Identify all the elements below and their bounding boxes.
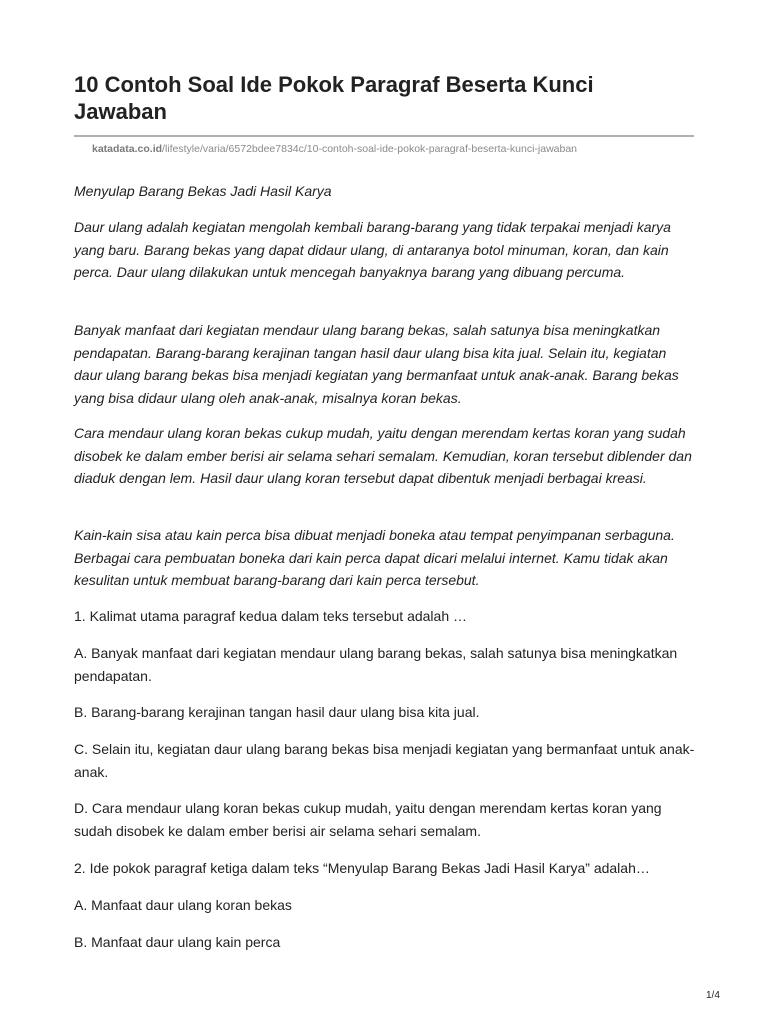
source-path[interactable]: /lifestyle/varia/6572bdee7834c/10-contoh-soal-ide-pokok-paragraf-beserta-kunci-jawaban xyxy=(162,143,578,155)
title-divider xyxy=(74,135,694,137)
reading-paragraph-3: Cara mendaur ulang koran bekas cukup mudah, yaitu dengan merendam kertas koran yang sudah disobek ke dalam ember berisi air selama sehari semalam. Kemudian, koran tersebut diblender dan diaduk dengan lem. Hasil daur ulang koran tersebut dapat dibentuk menjadi berbagai kreasi. xyxy=(74,425,692,486)
question-1: 1. Kalimat utama paragraf kedua dalam teks tersebut adalah … xyxy=(74,608,467,624)
q1-option-a: A. Banyak manfaat dari kegiatan mendaur ulang barang bekas, salah satunya bisa meningkatkan pendapatan. xyxy=(74,645,678,684)
page-number: 1/4 xyxy=(706,990,720,1001)
q1-option-d: D. Cara mendaur ulang koran bekas cukup mudah, yaitu dengan merendam kertas koran yang sudah disobek ke dalam ember berisi air selama sehari semalam. xyxy=(74,800,662,839)
question-2: 2. Ide pokok paragraf ketiga dalam teks “Menyulap Barang Bekas Jadi Hasil Karya” adalah… xyxy=(74,860,650,876)
reading-paragraph-1: Daur ulang adalah kegiatan mengolah kembali barang-barang yang tidak terpakai menjadi karya yang baru. Barang bekas yang dapat didaur ulang, di antaranya botol minuman, koran, dan kain perca. Daur ulang dilakukan untuk mencegah banyaknya barang yang dibuang percuma. xyxy=(74,219,671,280)
q1-option-c: C. Selain itu, kegiatan daur ulang barang bekas bisa menjadi kegiatan yang bermanfaat untuk anak-anak. xyxy=(74,741,695,780)
document-title: 10 Contoh Soal Ide Pokok Paragraf Beserta Kunci Jawaban xyxy=(74,72,594,124)
q2-option-a: A. Manfaat daur ulang koran bekas xyxy=(74,897,292,913)
q1-option-b: B. Barang-barang kerajinan tangan hasil daur ulang bisa kita jual. xyxy=(74,704,480,720)
source-domain[interactable]: katadata.co.id xyxy=(92,143,163,155)
reading-title: Menyulap Barang Bekas Jadi Hasil Karya xyxy=(74,183,332,199)
reading-paragraph-2: Banyak manfaat dari kegiatan mendaur ulang barang bekas, salah satunya bisa meningkatkan pendapatan. Barang-barang kerajinan tangan hasil daur ulang bisa kita jual. Selain itu, kegiatan daur ulang barang bekas bisa menjadi kegiatan yang bermanfaat untuk anak-anak. Barang bekas yang bisa didaur ulang oleh anak-anak, misalnya koran bekas. xyxy=(74,322,679,406)
source-url[interactable] xyxy=(92,143,577,155)
q2-option-b: B. Manfaat daur ulang kain perca xyxy=(74,934,281,950)
reading-paragraph-4: Kain-kain sisa atau kain perca bisa dibuat menjadi boneka atau tempat penyimpanan serbaguna. Berbagai cara pembuatan boneka dari kain perca dapat dicari melalui internet. Kamu tidak akan kesulitan untuk membuat barang-barang dari kain perca tersebut. xyxy=(74,527,675,588)
